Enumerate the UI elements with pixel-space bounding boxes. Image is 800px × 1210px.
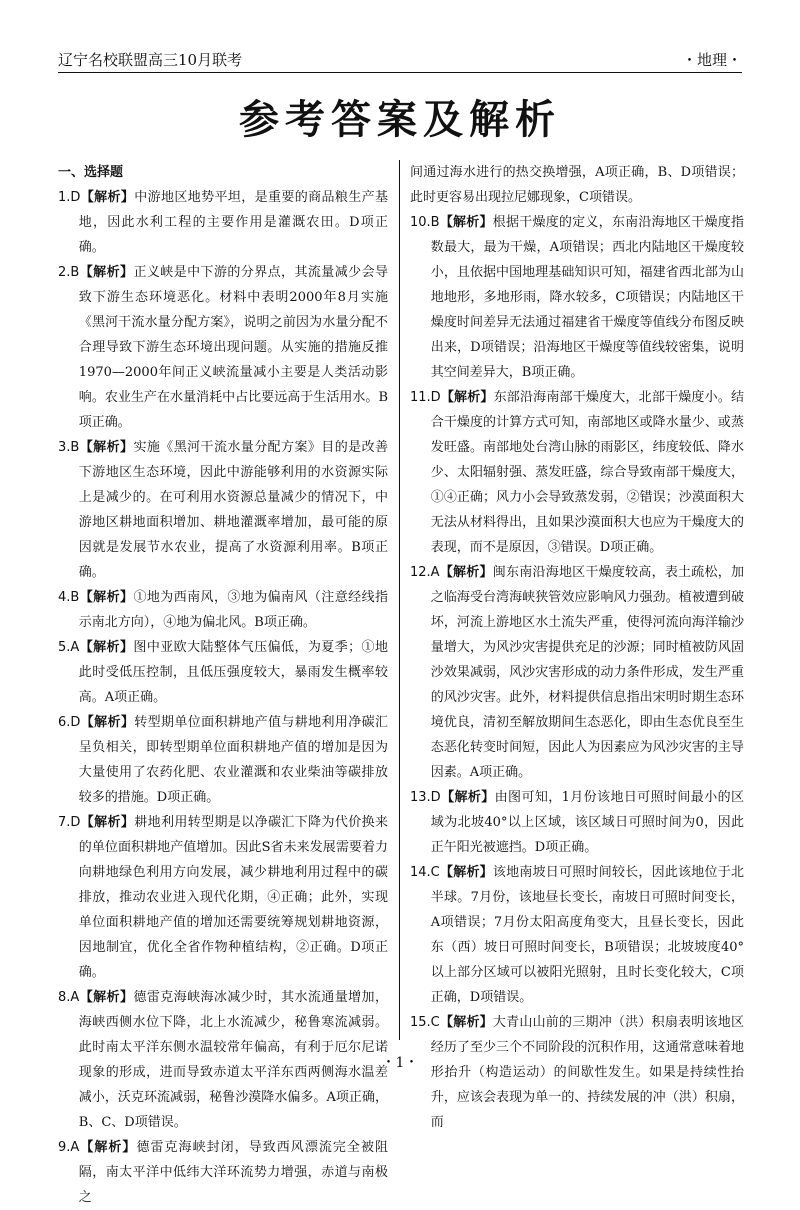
answer-text: 闽东南沿海地区干燥度较高，表土疏松，加之临海受台湾海峡狭管效应影响风力强劲。植被遭到破坏，河流上游地区水土流失严重，使得河流向海洋输沙量增大，为风沙灾害提供充足的沙源；同时植被防风固沙效果减弱，风沙灾害形成的动力条件形成，发生严重的风沙灾害。此外，材料提供信息指出宋明时期生态环境优良，清初至解放期间生态恶化，即由生态优良至生态恶化转变时间短，因此人为因素应为风沙灾害的主导因素。A项正确。 [430, 565, 744, 780]
answer-number: 4.B [58, 590, 80, 605]
page-title: 参考答案及解析 [239, 97, 561, 143]
answer-item [410, 1010, 744, 1135]
answer-number: 13.D [410, 790, 441, 805]
analysis-tag: 【解析】 [439, 215, 493, 230]
header-rule [58, 72, 742, 73]
answer-text: 中游地区地势平坦，是重要的商品粮生产基地，因此水利工程的主要作用是灌溉农田。D项正确。 [78, 190, 388, 255]
answer-text: 图中亚欧大陆整体气压偏低，为夏季；①地此时受低压控制，且低压强度较大，暴雨发生概率较高。A项正确。 [78, 640, 388, 705]
analysis-tag: 【解析】 [439, 865, 493, 880]
answer-item [58, 1135, 388, 1210]
answer-text: 德雷克海峡封闭，导致西风漂流完全被阻隔，南太平洋中低纬大洋环流势力增强，赤道与南极之 [78, 1140, 388, 1205]
answer-number: 7.D [58, 815, 81, 830]
answer-item [58, 585, 388, 635]
answer-text: 正义峡是中下游的分界点，其流量减少会导致下游生态环境恶化。材料中表明2000年8月实施《黑河干流水量分配方案》，说明之前因为水量分配不合理导致下游生态环境出现问题。从实施的措施反推1970—2000年间正义峡流量减小主要是人类活动影响。农业生产在水量消耗中占比要远高于生活用水。B项正确。 [78, 265, 388, 430]
answer-number: 14.C [410, 865, 440, 880]
answer-item [58, 435, 388, 585]
analysis-tag: 【解析】 [80, 715, 135, 730]
answer-number: 12.A [410, 565, 440, 580]
analysis-tag: 【解析】 [79, 990, 134, 1005]
right-column [410, 160, 744, 1135]
analysis-tag: 【解析】 [440, 790, 495, 805]
answer-item [410, 860, 744, 1010]
answer-number: 6.D [58, 715, 81, 730]
answer-item [58, 810, 388, 985]
answer-text: 实施《黑河干流水量分配方案》目的是改善下游地区生态环境，因此中游能够利用的水资源实际上是减少的。在可利用水资源总量减少的情况下，中游地区耕地面积增加、耕地灌溉率增加，最可能的原因就是发展节水农业，提高了水资源利用率。B项正确。 [78, 440, 388, 580]
answer-item [58, 710, 388, 810]
answer-number: 8.A [58, 990, 80, 1005]
answer-item [58, 185, 388, 260]
answer-number: 11.D [410, 390, 441, 405]
answer-number: 3.B [58, 440, 80, 455]
analysis-tag: 【解析】 [79, 640, 134, 655]
right-answer-list [410, 210, 744, 1135]
answer-text: 德雷克海峡海冰减少时，其水流通量增加，海峡西侧水位下降，北上水流减少，秘鲁寒流减弱。此时南太平洋东侧水温较常年偏高，有利于厄尔尼诺现象的形成，进而导致赤道太平洋东西两侧海水温差减小，沃克环流减弱，秘鲁沙漠降水偏多。A项正确，B、C、D项错误。 [78, 990, 388, 1130]
answer-text: 该地南坡日可照时间较长，因此该地位于北半球。7月份，该地昼长变长，南坡日可照时间变长，A项错误；7月份太阳高度角变大，且昼长变长，因此东（西）坡日可照时间变长，B项错误；北坡坡度40°以上部分区域可以被阳光照射，且时长变化较大，C项正确，D项错误。 [430, 865, 744, 1005]
analysis-tag: 【解析】 [439, 1015, 493, 1030]
answer-item [410, 385, 744, 560]
column-divider [399, 160, 400, 1040]
answer-number: 2.B [58, 265, 80, 280]
answer-text: 由图可知，1月份该地日可照时间最小的区域为北坡40°以上区域，该区域日可照时间为0，因此正午阳光被遮挡。D项正确。 [430, 790, 744, 855]
answer-number: 15.C [410, 1015, 440, 1030]
page-number: ・1・ [381, 1055, 419, 1071]
analysis-tag: 【解析】 [439, 565, 493, 580]
answer-item [410, 785, 744, 860]
answer-item [410, 210, 744, 385]
answer-number: 5.A [58, 640, 80, 655]
answer-text: 东部沿海南部干燥度大，北部干燥度小。结合干燥度的计算方式可知，南部地区或降水量少、或蒸发旺盛。南部地处台湾山脉的雨影区，纬度较低、降水少、太阳辐射强、蒸发旺盛，综合导致南部干燥度大，①④正确；风力小会导致蒸发弱，②错误；沙漠面积大无法从材料得出，且如果沙漠面积大也应为干燥度大的表现，而不是原因，③错误。D项正确。 [430, 390, 744, 555]
analysis-tag: 【解析】 [79, 440, 134, 455]
analysis-tag: 【解析】 [79, 265, 134, 280]
page-header [58, 40, 742, 70]
section-heading: 一、选择题 [58, 165, 124, 180]
answer-text: 耕地利用转型期是以净碳汇下降为代价换来的单位面积耕地产值增加。因此S省未来发展需要着力向耕地绿色利用方向发展，减少耕地利用过程中的碳排放，推动农业进入现代化期，④正确；此外，实现单位面积耕地产值的增加还需要统筹规划耕地资源，因地制宜，优化全省作物种植结构，②正确。D项正确。 [78, 815, 388, 980]
analysis-tag: 【解析】 [79, 590, 134, 605]
answer-number: 10.B [410, 215, 440, 230]
answer-text: 大青山山前的三期冲（洪）积扇表明该地区经历了至少三个不同阶段的沉积作用，这通常意味着地形抬升（构造运动）的间歇性发生。如果是持续性抬升，应该会表现为单一的、持续发展的冲（洪）积扇，而 [430, 1015, 744, 1130]
analysis-tag: 【解析】 [440, 390, 494, 405]
answer-text: 根据干燥度的定义，东南沿海地区干燥度指数最大，最为干燥，A项错误；西北内陆地区干燥度较小，且依据中国地理基础知识可知，福建省西北部为山地地形，多地形雨，降水较多，C项错误；内陆地区干燥度时间差异无法通过福建省干燥度等值线分布图反映出来，D项错误；沿海地区干燥度等值线较密集，说明其空间差异大，B项正确。 [430, 215, 744, 380]
analysis-tag: 【解析】 [79, 1140, 137, 1155]
answer-item [58, 635, 388, 710]
answer-number: 9.A [58, 1140, 80, 1155]
subject-label: ・地理・ [681, 51, 742, 69]
analysis-tag: 【解析】 [80, 815, 135, 830]
answer-text: ①地为西南风，③地为偏南风（注意经线指示南北方向），④地为偏北风。B项正确。 [78, 590, 388, 630]
continued-text: 间通过海水进行的热交换增强，A项正确，B、D项错误；此时更容易出现拉尼娜现象，C项错误。 [410, 165, 744, 205]
exam-name: 辽宁名校联盟高三10月联考 [58, 51, 243, 69]
answer-item [410, 560, 744, 785]
answer-text: 转型期单位面积耕地产值与耕地利用净碳汇呈负相关，即转型期单位面积耕地产值的增加是因为大量使用了农药化肥、农业灌溉和农业柴油等碳排放较多的措施。D项正确。 [78, 715, 388, 805]
analysis-tag: 【解析】 [80, 190, 135, 205]
answer-item [58, 260, 388, 435]
answer-number: 1.D [58, 190, 81, 205]
